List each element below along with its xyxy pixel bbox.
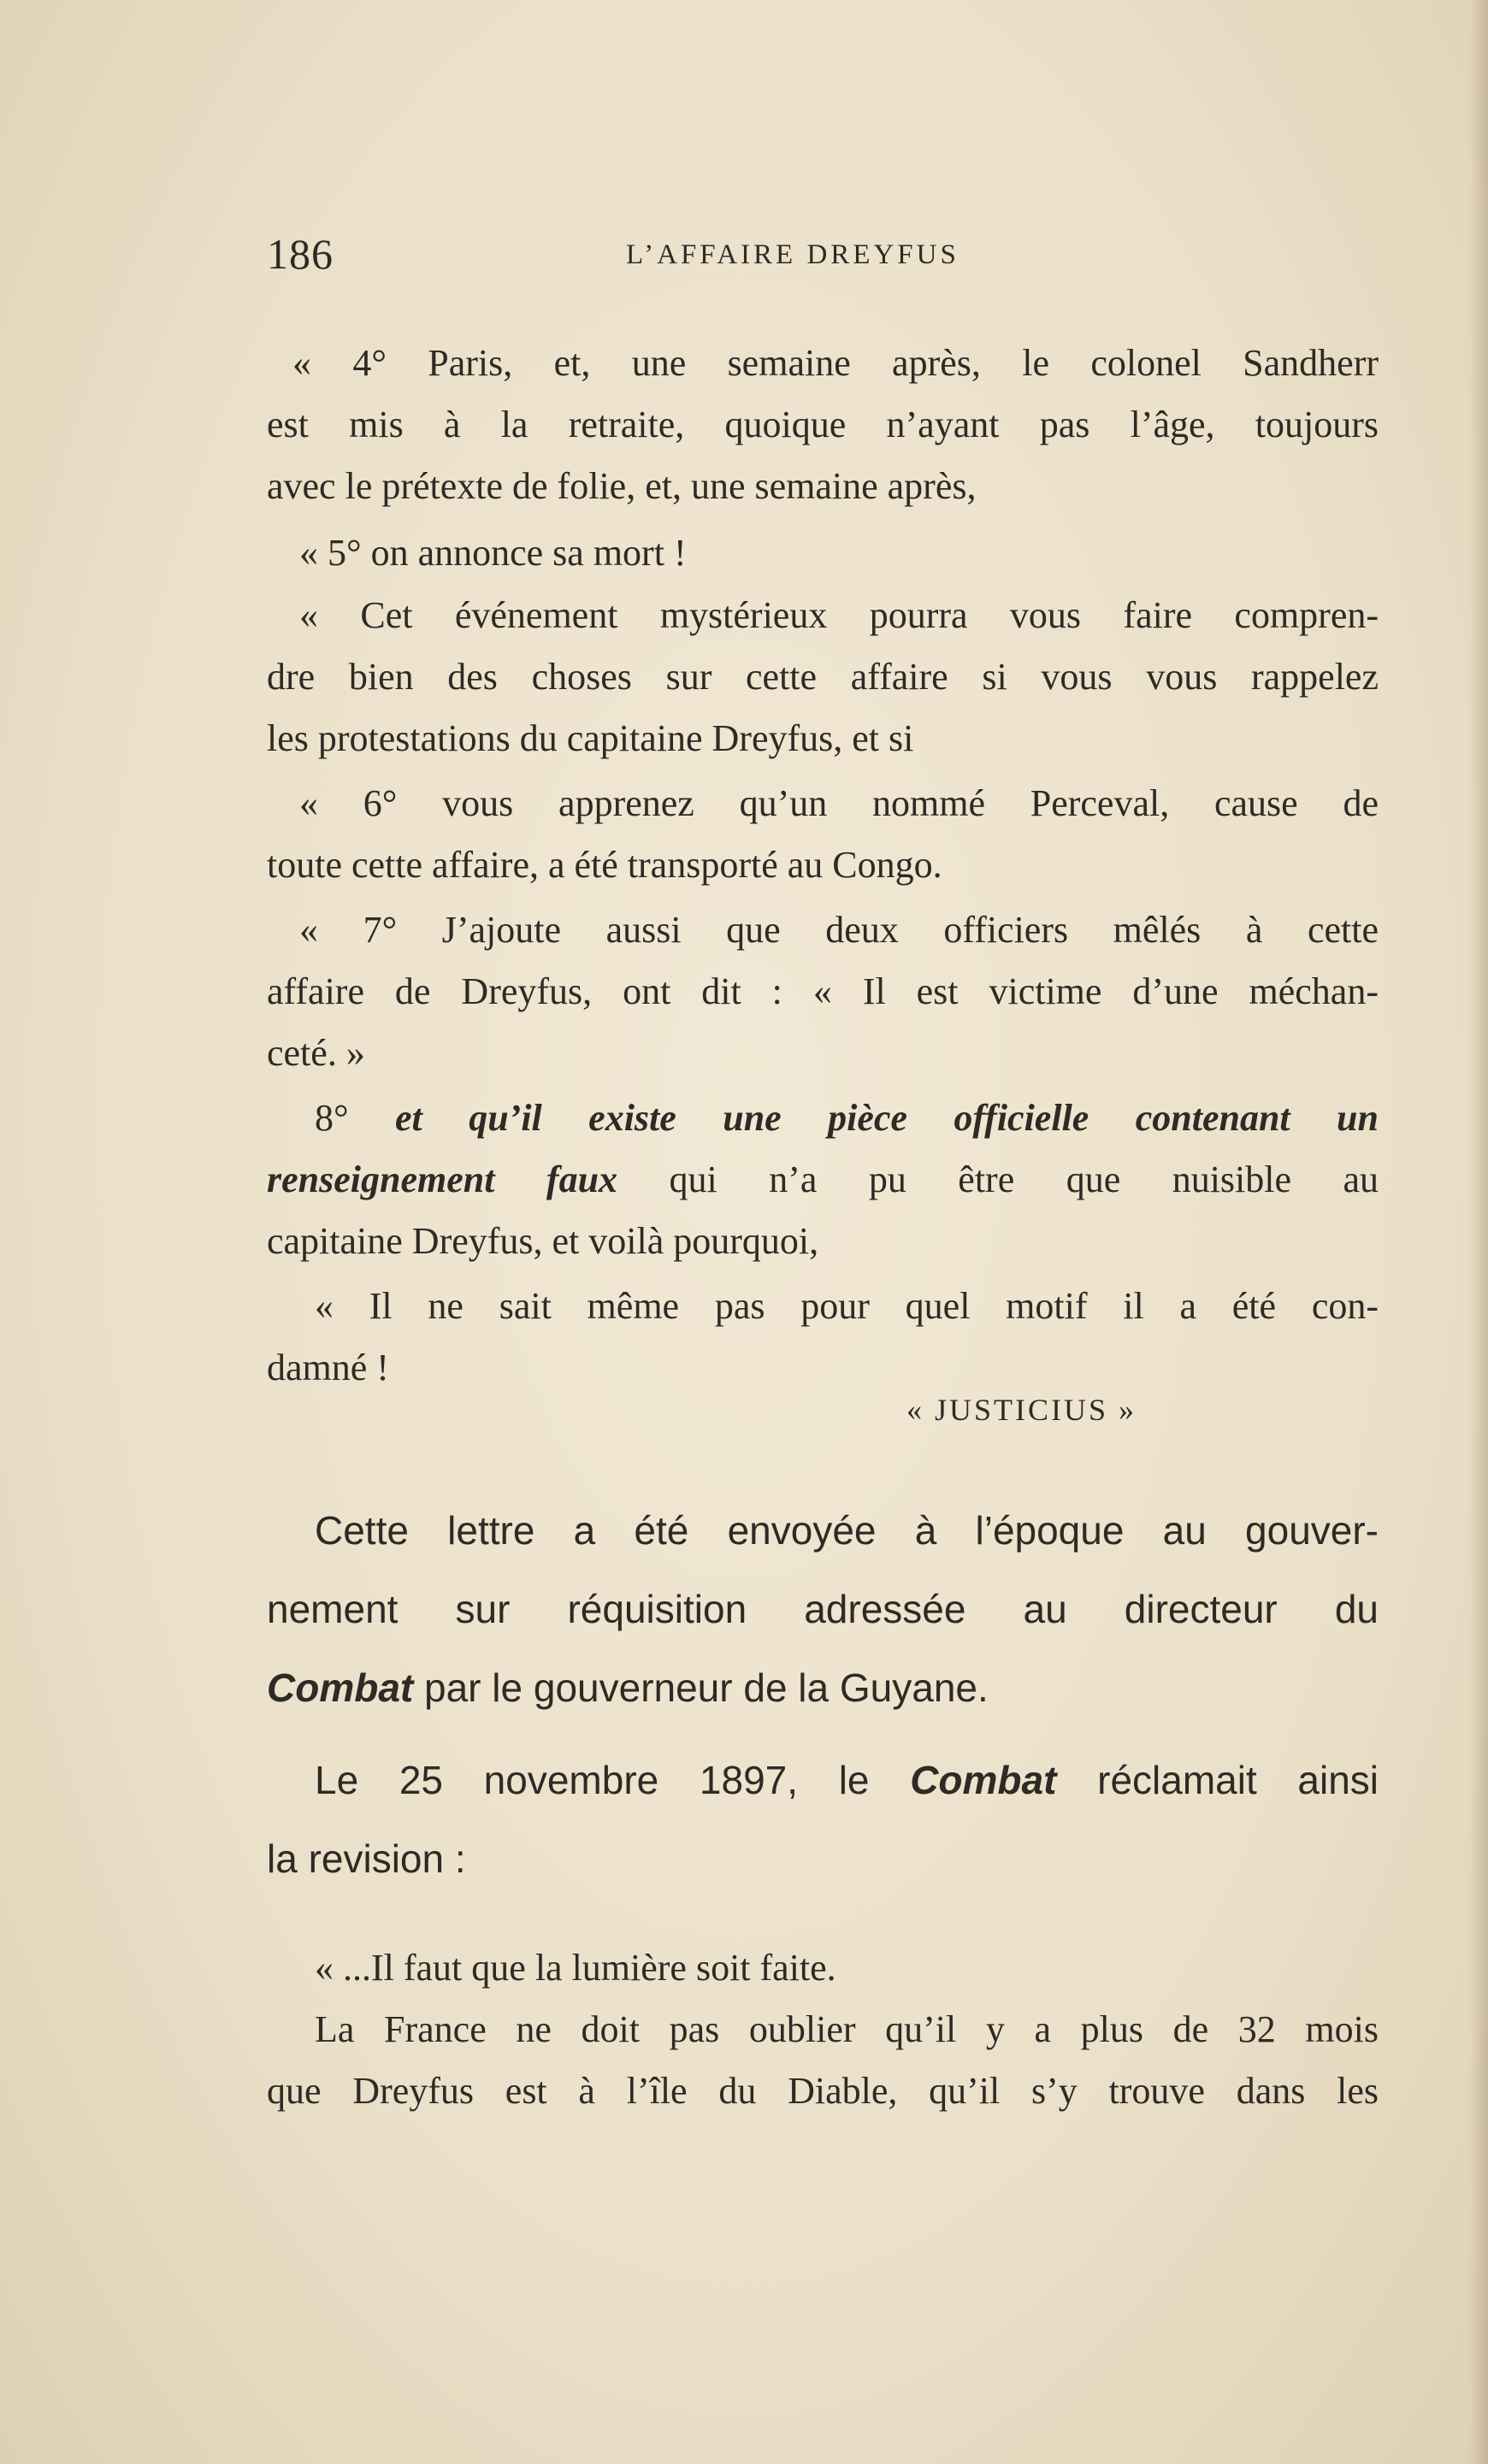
item-8-line-2 — [267, 1154, 1379, 1205]
page-edge-shadow — [1469, 0, 1488, 2464]
letter-line: « Il ne sait même pas pour quel motif il a été con- — [315, 1285, 1379, 1327]
running-header — [267, 229, 1379, 289]
letter-line: affaire de Dreyfus, ont dit : « Il est victime d’une méchan- — [267, 970, 1379, 1012]
page-number: 186 — [267, 230, 334, 278]
item-8-italic: renseignement faux — [267, 1158, 618, 1200]
quote-line: La France ne doit pas oublier qu’il y a plus de 32 mois — [315, 2008, 1379, 2050]
letter-line: toute cette affaire, a été transporté au Congo. — [267, 844, 942, 886]
letter-line: « Cet événement mystérieux pourra vous faire compren- — [299, 594, 1379, 636]
letter-line: « 7° J’ajoute aussi que deux officiers mêlés à cette — [299, 909, 1379, 951]
body-text: Le 25 novembre 1897, le — [315, 1758, 870, 1802]
letter-line: damné ! — [267, 1347, 389, 1388]
letter-line: avec le prétexte de folie, et, une semaine après, — [267, 465, 977, 507]
letter-line: « 4° Paris, et, une semaine après, le colonel Sandherr — [292, 342, 1379, 384]
body-line — [315, 1754, 1379, 1806]
quote-line: que Dreyfus est à l’île du Diable, qu’il s’y trouve dans les — [267, 2070, 1379, 2112]
letter-line: ceté. » — [267, 1032, 365, 1074]
letter-line: est mis à la retraite, quoique n’ayant pas l’âge, toujours — [267, 404, 1379, 445]
letter-line: « 6° vous apprenez qu’un nommé Perceval, cause de — [299, 782, 1379, 824]
item-8-line-1 — [315, 1093, 1379, 1144]
running-title: L’AFFAIRE DREYFUS — [626, 239, 960, 270]
letter-line: les protestations du capitaine Dreyfus, et si — [267, 717, 914, 759]
letter-line: « 5° on annonce sa mort ! — [299, 532, 687, 574]
signature: « JUSTICIUS » — [906, 1393, 1137, 1427]
newspaper-title: Combat — [267, 1665, 414, 1710]
body-text: par le gouverneur de la Guyane. — [424, 1665, 989, 1710]
item-8-text: qui n’a pu être que nuisible au — [669, 1158, 1379, 1200]
item-8-line-3: capitaine Dreyfus, et voilà pourquoi, — [267, 1220, 819, 1262]
quote-line: « ...Il faut que la lumière soit faite. — [315, 1947, 836, 1989]
body-line: la revision : — [267, 1836, 466, 1881]
body-line: Cette lettre a été envoyée à l’époque au gouver- — [315, 1508, 1379, 1553]
letter-line: dre bien des choses sur cette affaire si vous vous rappelez — [267, 656, 1379, 698]
newspaper-title: Combat — [910, 1758, 1057, 1802]
item-8-italic: et qu’il existe une pièce officielle contenant un — [395, 1097, 1379, 1139]
body-text: réclamait ainsi — [1097, 1758, 1379, 1802]
body-line — [267, 1662, 1379, 1713]
item-8-number: 8° — [315, 1097, 349, 1139]
body-line: nement sur réquisition adressée au directeur du — [267, 1587, 1379, 1631]
